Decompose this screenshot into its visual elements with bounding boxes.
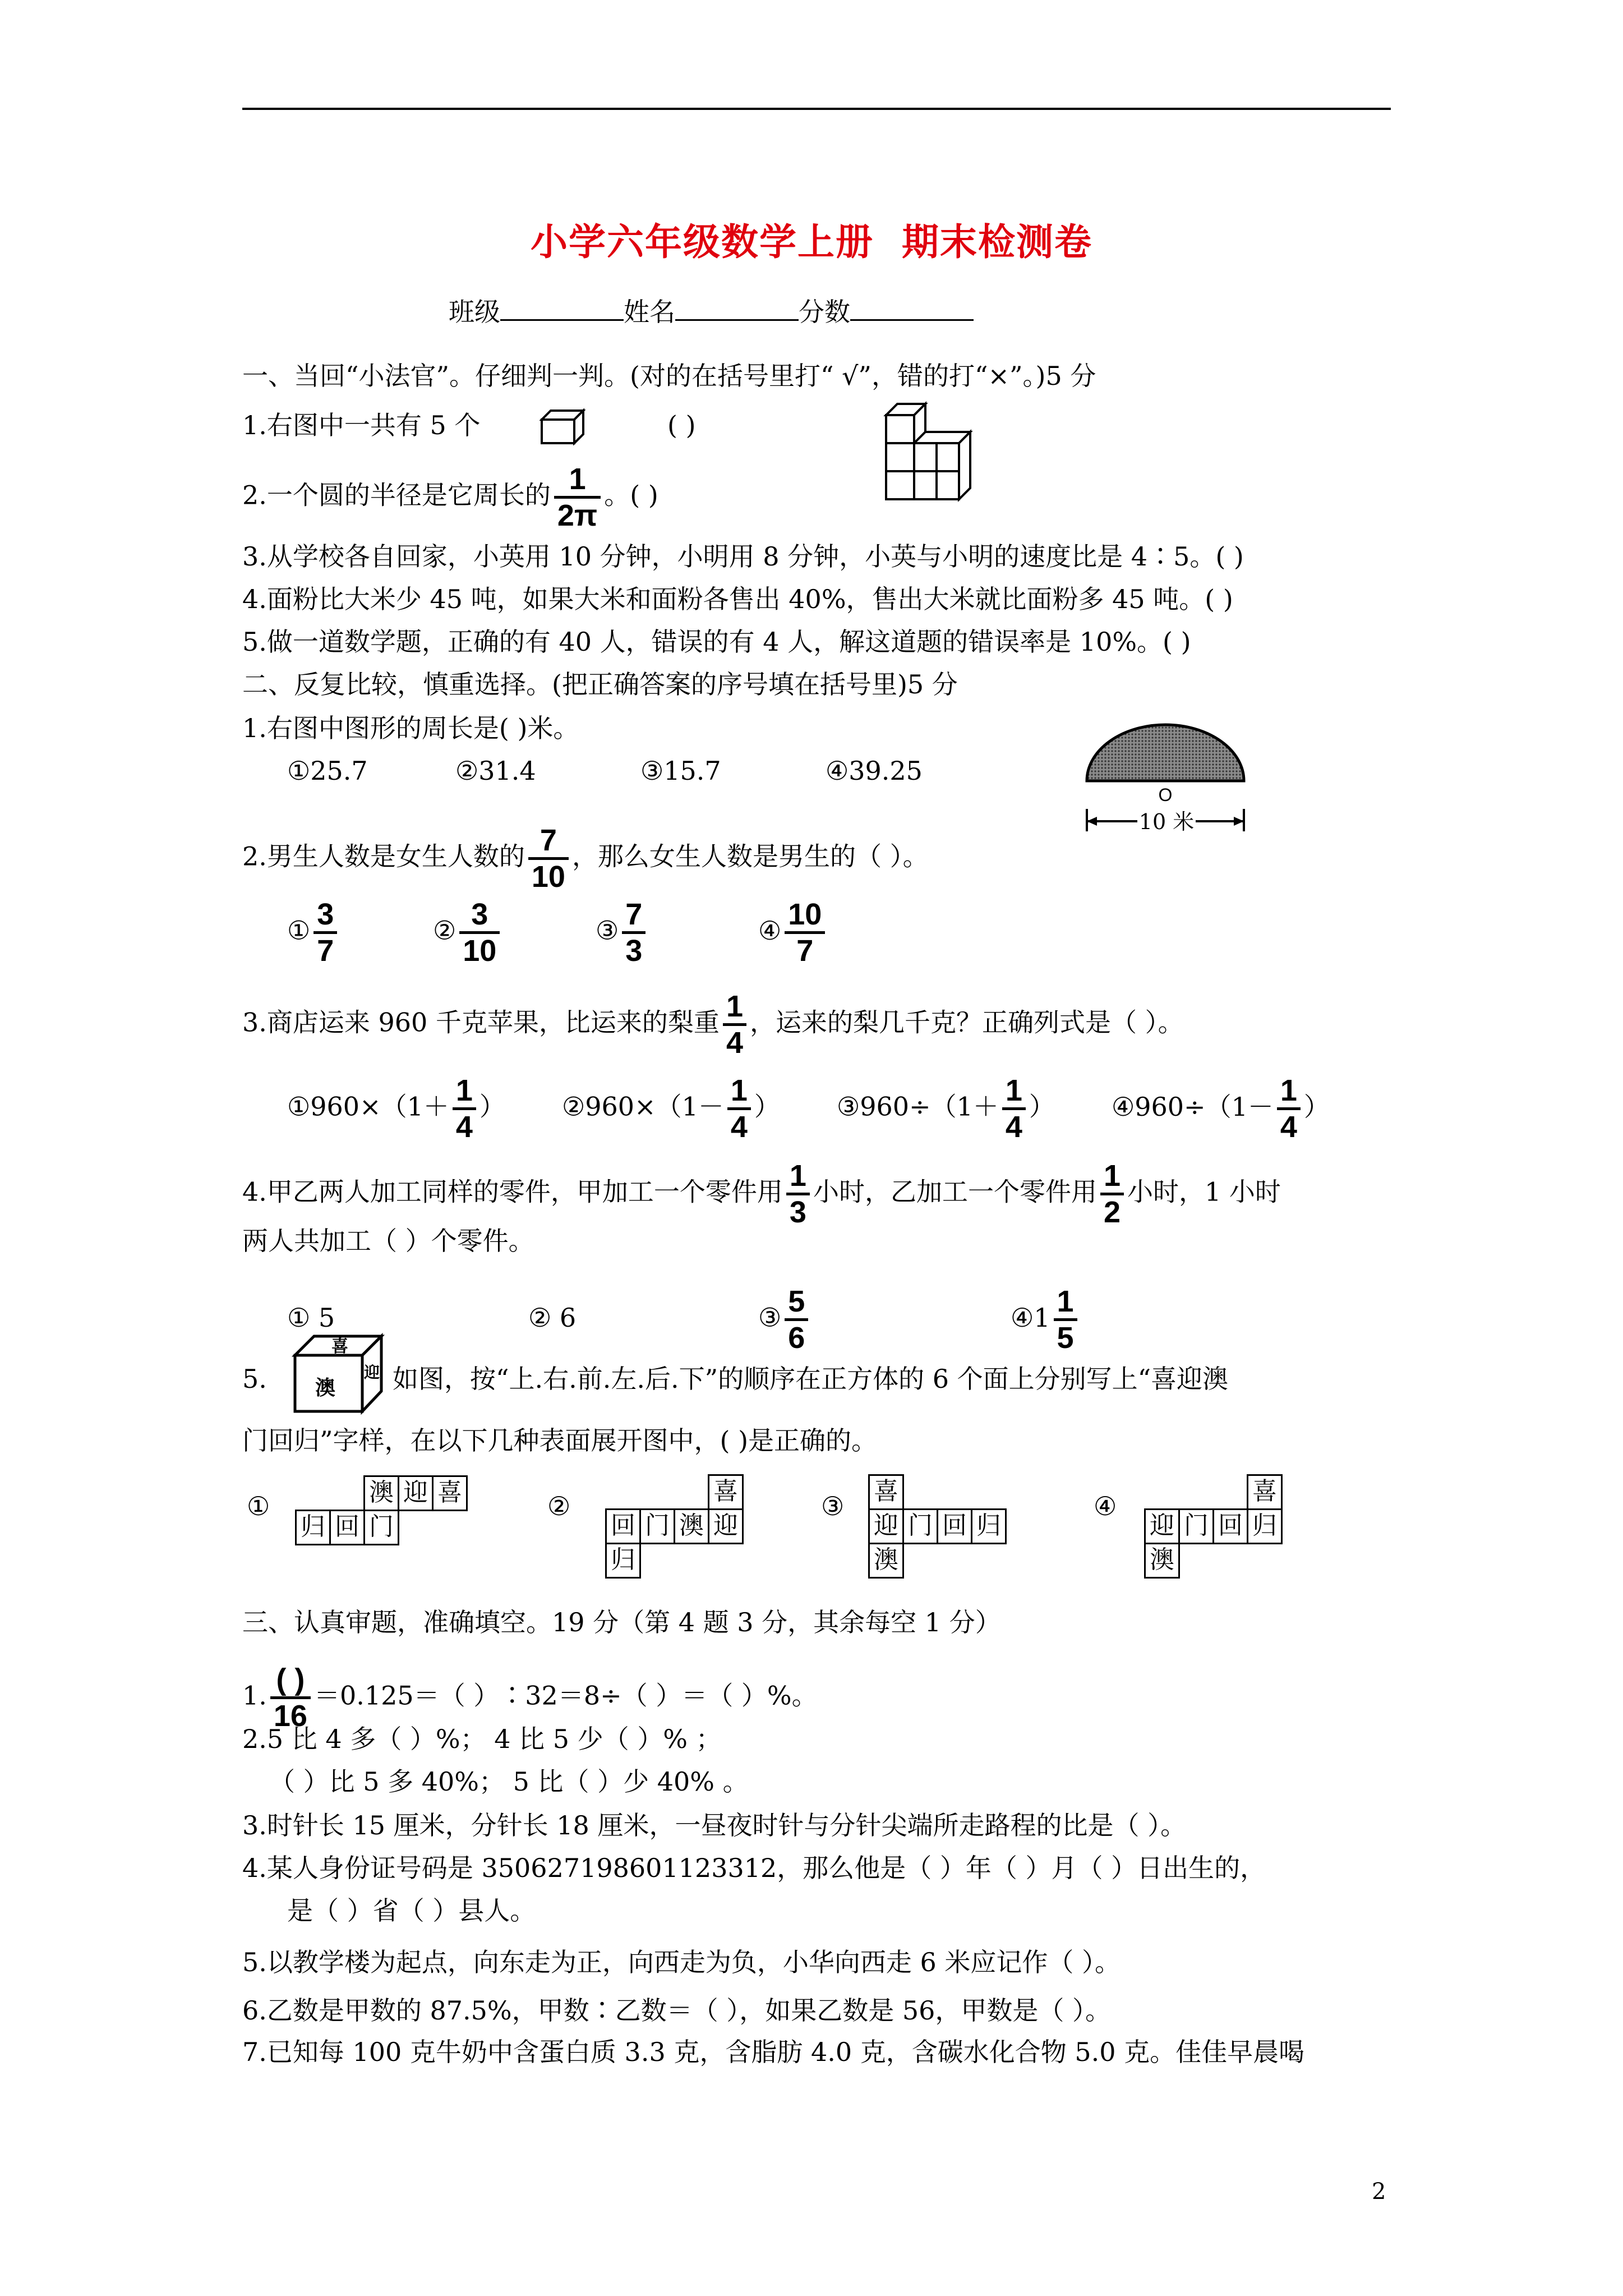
fraction-numerator: 3 bbox=[317, 898, 334, 931]
net-cell: 门 bbox=[1178, 1508, 1214, 1544]
option-text: ①960×（1＋ bbox=[287, 1091, 449, 1122]
option-d[interactable]: ④39.25 bbox=[826, 756, 923, 786]
fraction-denominator: 4 bbox=[727, 1107, 751, 1144]
s2-q3-text: 3.商店运来 960 千克苹果，比运来的梨重 bbox=[242, 1007, 720, 1038]
fraction-numerator: 1 bbox=[726, 990, 743, 1023]
option-text: ） bbox=[479, 1091, 505, 1122]
net-cell: 迎 bbox=[1144, 1508, 1180, 1544]
small-cube-icon bbox=[540, 408, 585, 445]
option-fraction bbox=[622, 898, 645, 968]
s1-q5: 5.做一道数学题，正确的有 40 人，错误的有 4 人，解这道题的错误率是 10%。( ) bbox=[242, 627, 1191, 657]
fraction-numerator: ( ) bbox=[276, 1663, 305, 1696]
fraction-numerator: 1 bbox=[1280, 1074, 1297, 1107]
fraction-denominator: 2π bbox=[554, 496, 601, 532]
fraction-numerator: 1 bbox=[455, 1074, 473, 1107]
s3-q5: 5.以教学楼为起点，向东走为正，向西走为负，小华向西走 6 米应记作（ ）。 bbox=[242, 1947, 1121, 1977]
net1-label[interactable]: ① bbox=[247, 1491, 270, 1521]
net-cell: 回 bbox=[329, 1510, 365, 1545]
net-option-4[interactable] bbox=[1144, 1474, 1312, 1586]
option-b[interactable] bbox=[562, 1074, 837, 1144]
option-fraction bbox=[1054, 1285, 1077, 1355]
s2-q2-text-post: ，那么女生人数是男生的（ ）。 bbox=[571, 841, 929, 872]
s2-q1: 1.右图中图形的周长是( )米。 bbox=[242, 713, 579, 743]
s2-q4-text-mid: 小时，乙加工一个零件用 bbox=[813, 1176, 1097, 1207]
net-cell: 澳 bbox=[363, 1475, 399, 1511]
net-cell: 门 bbox=[902, 1508, 938, 1544]
cube-front-face: 澳 bbox=[315, 1377, 336, 1400]
option-fraction bbox=[313, 898, 337, 968]
center-label: O bbox=[1158, 785, 1173, 805]
option-c[interactable] bbox=[837, 1074, 1112, 1144]
s2-q2 bbox=[242, 823, 929, 894]
s2-q3-options bbox=[287, 1074, 1330, 1144]
fraction-denominator: 7 bbox=[313, 931, 337, 968]
top-rule bbox=[242, 108, 1391, 110]
class-label: 班级 bbox=[449, 297, 500, 327]
score-blank[interactable] bbox=[850, 297, 974, 321]
s1-q2 bbox=[242, 462, 658, 532]
option-mark: ④ bbox=[758, 915, 782, 946]
s2-q4-line2: 两人共加工（ ）个零件。 bbox=[242, 1226, 534, 1256]
fraction-denominator: 16 bbox=[270, 1696, 311, 1733]
option-a[interactable]: ①25.7 bbox=[287, 756, 368, 786]
s2-q2-options bbox=[287, 898, 828, 968]
net-cell: 归 bbox=[605, 1543, 641, 1579]
net-cell: 门 bbox=[639, 1508, 675, 1544]
net-cell: 澳 bbox=[674, 1508, 709, 1544]
fraction-denominator: 4 bbox=[1002, 1107, 1026, 1144]
s2-q4-text: 4.甲乙两人加工同样的零件，甲加工一个零件用 bbox=[242, 1176, 783, 1207]
option-mark: ② bbox=[433, 915, 457, 946]
fraction-denominator: 4 bbox=[723, 1023, 746, 1060]
option-fraction bbox=[459, 898, 500, 968]
option-fraction bbox=[727, 1074, 751, 1144]
page-number: 2 bbox=[1372, 2179, 1386, 2205]
stacked-cubes-figure bbox=[880, 393, 976, 503]
fraction-denominator: 5 bbox=[1054, 1318, 1077, 1355]
option-a[interactable] bbox=[287, 898, 433, 968]
net-cell: 澳 bbox=[868, 1543, 904, 1579]
s3-q1-text: ＝0.125＝（ ）∶32＝8÷（ ）＝（ ）%。 bbox=[313, 1680, 818, 1711]
net-cell: 回 bbox=[1212, 1508, 1248, 1544]
s2-q2-text: 2.男生人数是女生人数的 bbox=[242, 841, 525, 872]
option-d[interactable] bbox=[1112, 1074, 1330, 1144]
s3-q2-line1: 2.5 比 4 多（ ）%； 4 比 5 少（ ）% ； bbox=[242, 1724, 722, 1754]
net-cell: 喜 bbox=[1247, 1474, 1283, 1510]
net-cell: 门 bbox=[363, 1510, 399, 1545]
net-cell: 喜 bbox=[708, 1474, 744, 1510]
s2-q1-options bbox=[287, 755, 923, 786]
fraction-numerator: 1 bbox=[1057, 1285, 1074, 1318]
section2-heading: 二、反复比较，慎重选择。(把正确答案的序号填在括号里)5 分 bbox=[242, 669, 958, 700]
fraction-numerator: 5 bbox=[788, 1285, 805, 1318]
fraction-denominator: 10 bbox=[459, 931, 500, 968]
fraction-denominator: 3 bbox=[786, 1193, 810, 1229]
s3-q4-line2: 是（ ）省（ ）县人。 bbox=[287, 1895, 536, 1926]
fraction-numerator: 1 bbox=[569, 462, 586, 496]
option-a[interactable] bbox=[287, 1074, 562, 1144]
s3-q6: 6.乙数是甲数的 87.5%，甲数∶乙数＝（ ），如果乙数是 56，甲数是（ ）。 bbox=[242, 1995, 1112, 2026]
option-a[interactable]: ① 5 bbox=[287, 1302, 335, 1333]
fraction-numerator: 10 bbox=[788, 898, 822, 931]
option-c[interactable]: ③15.7 bbox=[640, 756, 721, 786]
page-title: 小学六年级数学上册 期末检测卷 bbox=[531, 220, 1092, 264]
score-label: 分数 bbox=[799, 297, 850, 327]
s3-q1-number: 1. bbox=[242, 1680, 267, 1711]
s1-q4: 4.面粉比大米少 45 吨，如果大米和面粉各售出 40%，售出大米就比面粉多 45 吨。( ) bbox=[242, 584, 1233, 614]
option-mark: ③ bbox=[758, 1302, 782, 1333]
option-fraction bbox=[453, 1074, 476, 1144]
s3-q7: 7.已知每 100 克牛奶中含蛋白质 3.3 克，含脂肪 4.0 克，含碳水化合物 5.0 克。佳佳早晨喝 bbox=[242, 2037, 1305, 2067]
fraction-numerator: 7 bbox=[540, 823, 557, 857]
option-mark: ① bbox=[287, 915, 311, 946]
s2-q4-text-post: 小时，1 小时 bbox=[1127, 1176, 1281, 1207]
net-cell: 澳 bbox=[1144, 1543, 1180, 1579]
cube-top-face: 喜 bbox=[331, 1337, 348, 1356]
name-label: 姓名 bbox=[624, 297, 675, 327]
s1-q1-paren[interactable]: ( ) bbox=[667, 410, 696, 440]
option-c[interactable] bbox=[758, 1285, 1011, 1355]
option-text: ） bbox=[754, 1091, 780, 1122]
s2-q3 bbox=[242, 990, 1184, 1060]
option-mark: ③ bbox=[596, 915, 619, 946]
net-cell: 归 bbox=[295, 1510, 331, 1545]
s2-q5-number: 5. bbox=[242, 1364, 267, 1394]
s1-q3: 3.从学校各自回家，小英用 10 分钟，小明用 8 分钟，小英与小明的速度比是 4∶5。( ) bbox=[242, 541, 1244, 572]
s2-q5-line2: 门回归”字样，在以下几种表面展开图中，( )是正确的。 bbox=[242, 1425, 878, 1456]
s3-q1-fraction[interactable] bbox=[270, 1663, 311, 1733]
net-cell: 迎 bbox=[398, 1475, 434, 1511]
fraction-denominator: 10 bbox=[528, 857, 569, 894]
option-d[interactable] bbox=[758, 898, 828, 968]
fraction-denominator: 4 bbox=[1277, 1107, 1301, 1144]
s2-q5-text: 如图，按“上.右.前.左.后.下”的顺序在正方体的 6 个面上分别写上“喜迎澳 bbox=[393, 1364, 1229, 1394]
fraction-numerator: 7 bbox=[625, 898, 643, 931]
s3-q3: 3.时针长 15 厘米，分针长 18 厘米，一昼夜时针与分针尖端所走路程的比是（ ）。 bbox=[242, 1810, 1187, 1841]
s2-q4 bbox=[242, 1159, 1281, 1229]
section3-heading: 三、认真审题，准确填空。19 分（第 4 题 3 分，其余每空 1 分） bbox=[242, 1607, 1001, 1637]
s2-q4-options bbox=[287, 1285, 1081, 1355]
option-mark: ④1 bbox=[1011, 1302, 1050, 1333]
s3-q1 bbox=[242, 1663, 818, 1733]
class-blank[interactable] bbox=[500, 297, 624, 321]
s1-q2-fraction bbox=[554, 462, 601, 532]
fraction-denominator: 3 bbox=[622, 931, 645, 968]
net2-label[interactable]: ② bbox=[547, 1491, 571, 1521]
option-c[interactable] bbox=[596, 898, 758, 968]
option-fraction bbox=[785, 898, 825, 968]
option-text: ③960÷（1＋ bbox=[837, 1091, 999, 1122]
fraction-denominator: 6 bbox=[785, 1318, 808, 1355]
fraction-numerator: 1 bbox=[789, 1159, 806, 1193]
option-fraction bbox=[1002, 1074, 1026, 1144]
s2-q2-fraction bbox=[528, 823, 569, 894]
option-text: ④960÷（1－ bbox=[1112, 1091, 1274, 1122]
net-cell: 归 bbox=[1247, 1508, 1283, 1544]
s2-q4-fraction-2 bbox=[1100, 1159, 1124, 1229]
s2-q4-fraction-1 bbox=[786, 1159, 810, 1229]
s3-q2-line2: （ ）比 5 多 40%； 5 比（ ）少 40% 。 bbox=[269, 1766, 749, 1797]
net-option-1[interactable] bbox=[285, 1475, 481, 1554]
net-cell: 迎 bbox=[708, 1508, 744, 1544]
net-option-3[interactable] bbox=[868, 1474, 1036, 1586]
s1-q2-text: 2.一个圆的半径是它周长的 bbox=[242, 480, 551, 510]
s1-q1-text: 1.右图中一共有 5 个 bbox=[242, 410, 481, 440]
net-cell: 回 bbox=[937, 1508, 972, 1544]
net4-label[interactable]: ④ bbox=[1094, 1491, 1117, 1521]
net-cell: 迎 bbox=[868, 1508, 904, 1544]
semicircle-figure bbox=[1077, 719, 1256, 837]
option-fraction bbox=[785, 1285, 808, 1355]
fraction-denominator: 4 bbox=[453, 1107, 476, 1144]
option-fraction bbox=[1277, 1074, 1301, 1144]
net-cell: 归 bbox=[971, 1508, 1007, 1544]
cube-right-face: 迎 bbox=[363, 1363, 380, 1382]
s2-q3-fraction bbox=[723, 990, 746, 1060]
net-option-2[interactable] bbox=[589, 1474, 751, 1586]
s3-q4-line1: 4.某人身份证号码是 350627198601123312，那么他是（ ）年（ ）月（ ）日出生的， bbox=[242, 1853, 1266, 1883]
fraction-denominator: 7 bbox=[785, 931, 825, 968]
option-text: ②960×（1－ bbox=[562, 1091, 724, 1122]
section1-heading: 一、当回“小法官”。仔细判一判。(对的在括号里打“ √”，错的打“×”。)5 分 bbox=[242, 361, 1096, 391]
fraction-denominator: 2 bbox=[1100, 1193, 1124, 1229]
option-d[interactable] bbox=[1011, 1285, 1081, 1355]
width-label: 10 米 bbox=[1138, 809, 1195, 834]
net-cell: 喜 bbox=[868, 1474, 904, 1510]
fraction-numerator: 3 bbox=[471, 898, 488, 931]
header-fields bbox=[449, 296, 974, 328]
s1-q1 bbox=[242, 409, 480, 441]
net3-label[interactable]: ③ bbox=[821, 1491, 845, 1521]
s1-q2-paren[interactable]: 。( ) bbox=[604, 480, 658, 510]
option-text: ） bbox=[1303, 1091, 1330, 1122]
labeled-cube-figure bbox=[292, 1333, 386, 1415]
fraction-numerator: 1 bbox=[1005, 1074, 1022, 1107]
net-cell: 回 bbox=[605, 1508, 641, 1544]
option-text: ） bbox=[1029, 1091, 1055, 1122]
name-blank[interactable] bbox=[675, 297, 799, 321]
s2-q3-text-post: ，运来的梨几千克？正确列式是（ ）。 bbox=[749, 1007, 1184, 1038]
fraction-numerator: 1 bbox=[1103, 1159, 1121, 1193]
option-b[interactable]: ②31.4 bbox=[455, 756, 536, 786]
option-b[interactable]: ② 6 bbox=[528, 1302, 577, 1333]
net-cell: 喜 bbox=[432, 1475, 468, 1511]
option-b[interactable] bbox=[433, 898, 596, 968]
fraction-numerator: 1 bbox=[730, 1074, 748, 1107]
